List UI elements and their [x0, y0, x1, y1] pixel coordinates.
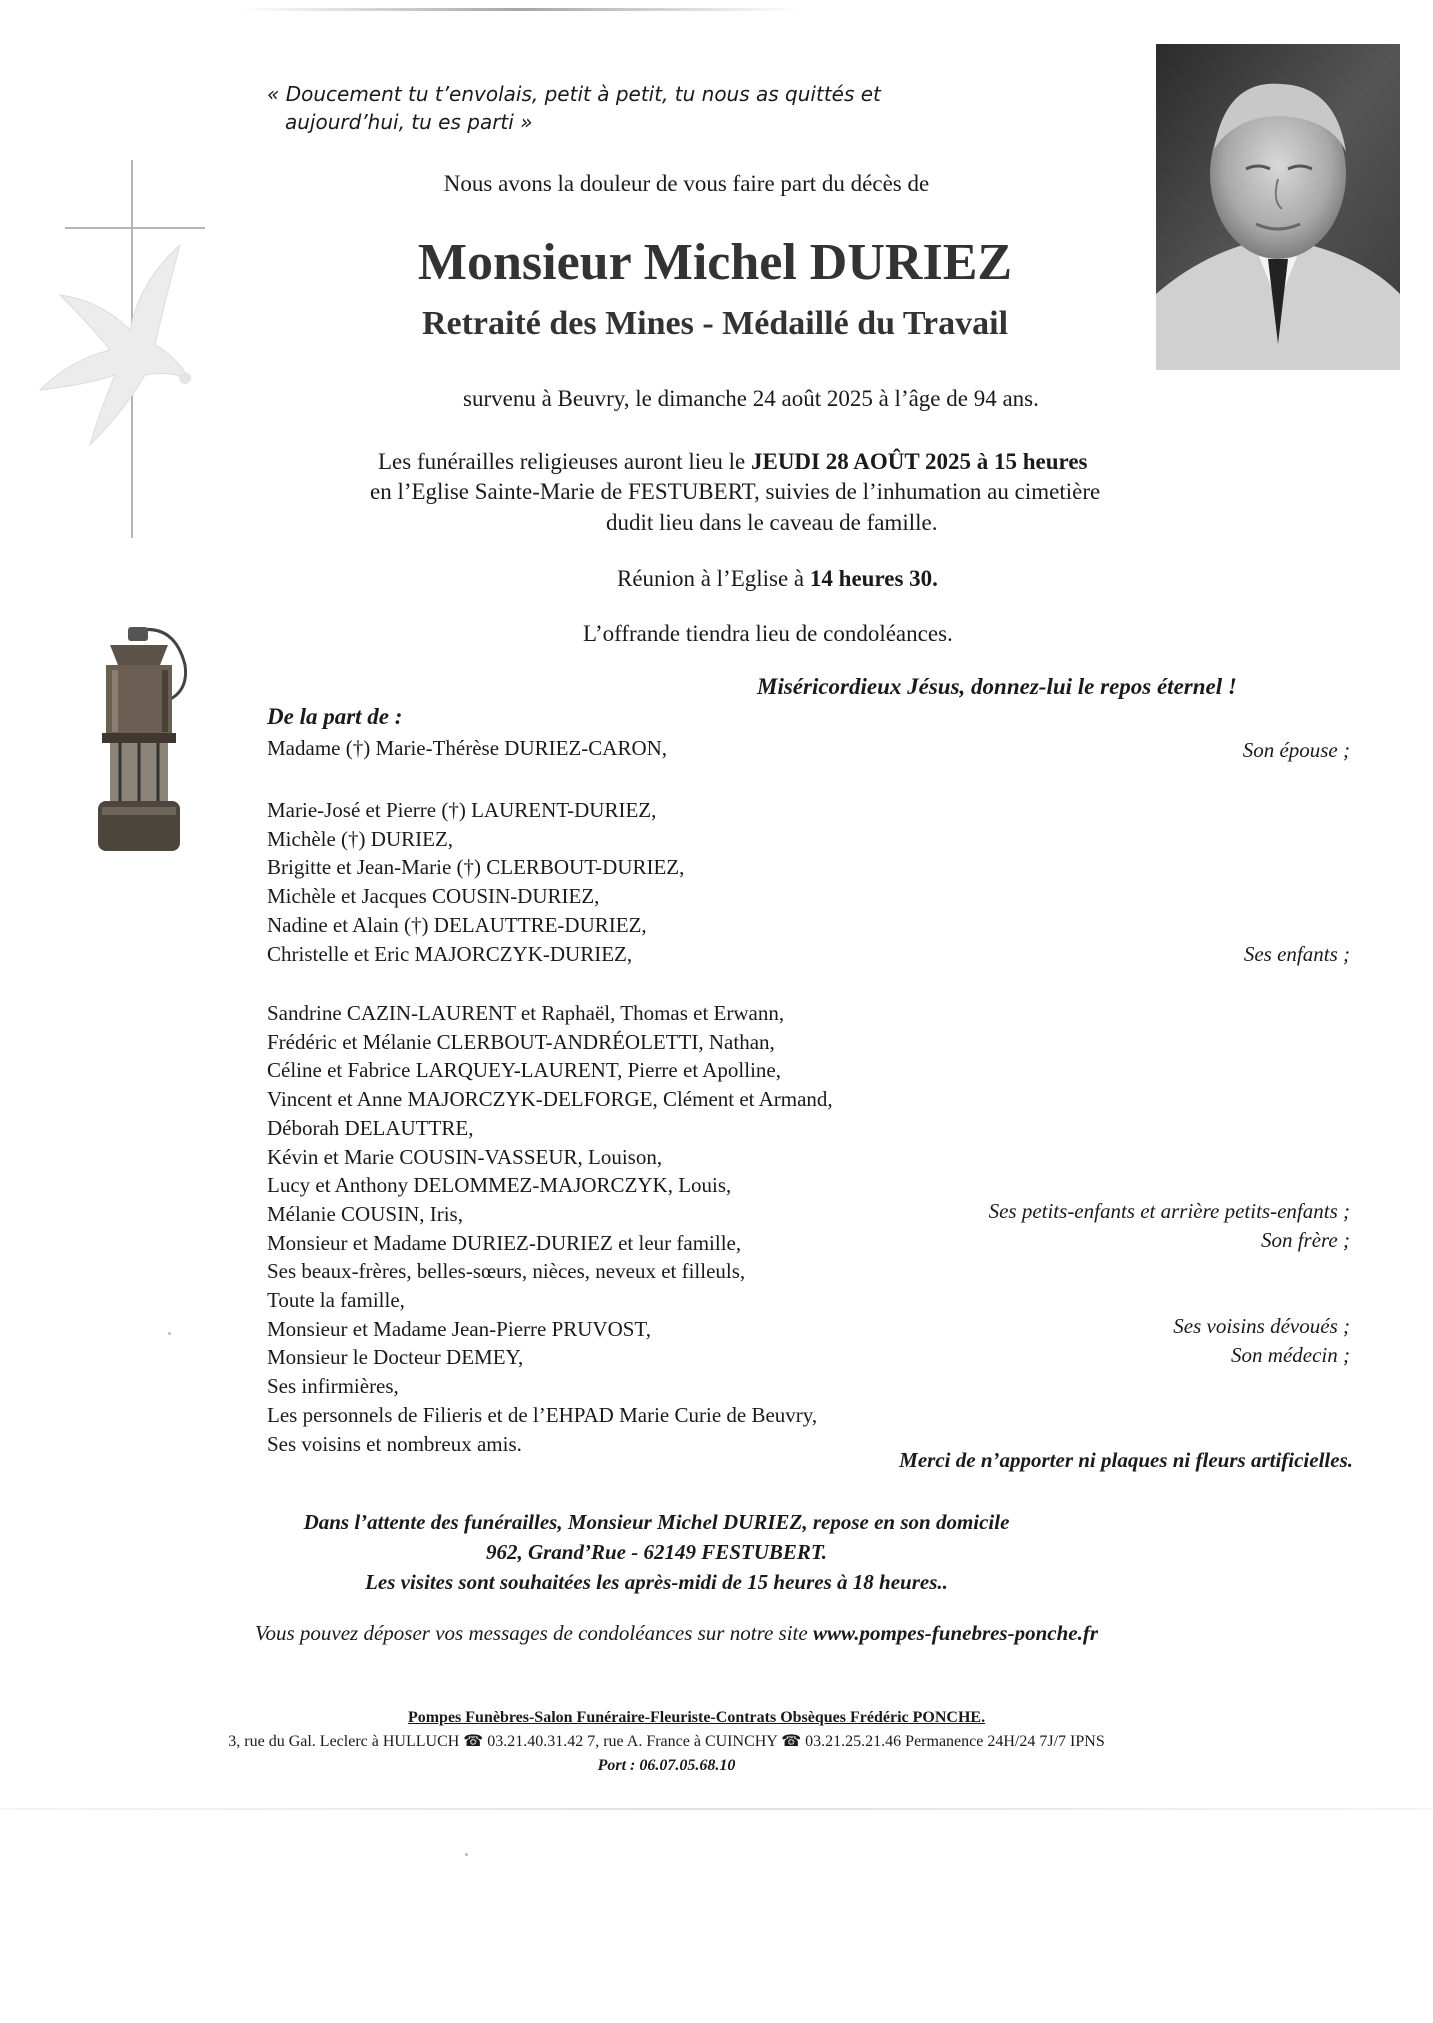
children-relation: Ses enfants ; — [1243, 942, 1350, 966]
funeral-line-1-text: Les funérailles religieuses auront lieu le — [378, 449, 751, 474]
list-item: Mélanie COUSIN, Iris, — [267, 1201, 463, 1226]
neighbors-relation: Ses voisins dévoués ; — [1173, 1314, 1350, 1338]
list-item: Ses voisins et nombreux amis. — [267, 1431, 522, 1456]
footer — [0, 1706, 1433, 1778]
scan-edge-bottom — [0, 1808, 1433, 1810]
list-item: Déborah DELAUTTRE, — [267, 1115, 474, 1140]
portrait-photo — [1156, 44, 1400, 370]
visit-info — [0, 1507, 1433, 1597]
funeral-line-1 — [378, 449, 1088, 475]
offrande-text: L’offrande tiendra lieu de condoléances. — [583, 621, 953, 646]
doctor-relation: Son médecin ; — [1231, 1343, 1350, 1367]
list-item: Frédéric et Mélanie CLERBOUT-ANDRÉOLETTI, Nathan, — [267, 1029, 775, 1054]
spouse-relation: Son épouse ; — [1242, 738, 1350, 762]
merci-note: Merci de n’apporter ni plaques ni fleurs artificielles. — [899, 1448, 1353, 1472]
list-item: Lucy et Anthony DELOMMEZ-MAJORCZYK, Louis, — [267, 1173, 732, 1198]
list-item: Monsieur et Madame Jean-Pierre PRUVOST, — [267, 1316, 651, 1341]
deceased-title: Retraité des Mines - Médaillé du Travail — [421, 305, 1009, 342]
list-item: Céline et Fabrice LARQUEY-LAURENT, Pierre et Apolline, — [267, 1058, 781, 1083]
list-item: Michèle (†) DURIEZ, — [267, 826, 454, 851]
funeral-date: JEUDI 28 AOÛT 2025 à 15 heures — [750, 449, 1088, 474]
list-item: Marie-José et Pierre (†) LAURENT-DURIEZ, — [267, 798, 657, 822]
prayer-text: Miséricordieux Jésus, donnez-lui le repos éternel ! — [757, 674, 1237, 699]
list-item: Les personnels de Filieris et de l’EHPAD Marie Curie de Beuvry, — [267, 1402, 818, 1427]
intro-text — [0, 171, 1433, 197]
reunion-info — [617, 566, 938, 592]
messages-text: Vous pouvez déposer vos messages de condoléances sur notre site — [254, 1621, 813, 1645]
messages-line — [255, 1621, 1098, 1645]
list-item: Michèle et Jacques COUSIN-DURIEZ, — [267, 884, 600, 909]
footer-phone: Port : 06.07.05.68.10 — [597, 1757, 736, 1774]
list-item: Christelle et Eric MAJORCZYK-DURIEZ, — [267, 941, 633, 966]
scan-speck — [168, 1332, 171, 1335]
death-info: survenu à Beuvry, le dimanche 24 août 2025 à l’âge de 94 ans. — [463, 386, 1039, 411]
visit-line-3: Les visites sont souhaitées les après-midi de 15 heures à 18 heures.. — [365, 1570, 948, 1594]
website-link[interactable]: www.pompes-funebres-ponche.fr — [812, 1621, 1099, 1645]
dove-icon — [30, 240, 220, 450]
messages-info — [0, 1621, 1433, 1646]
funeral-line-2: en l’Eglise Sainte-Marie de FESTUBERT, suivies de l’inhumation au cimetière — [370, 479, 1101, 504]
deceased-name: Monsieur Michel DURIEZ — [417, 234, 1013, 291]
scan-speck — [465, 1853, 468, 1856]
miner-lamp-icon — [80, 625, 200, 865]
visit-line-2: 962, Grand’Rue - 62149 FESTUBERT. — [485, 1540, 828, 1564]
list-item: Vincent et Anne MAJORCZYK-DELFORGE, Clément et Armand, — [267, 1087, 833, 1112]
list-item: Monsieur le Docteur DEMEY, — [267, 1345, 524, 1370]
footer-company: Pompes Funèbres-Salon Funéraire-Fleuriste-Contrats Obsèques Frédéric PONCHE. — [407, 1709, 986, 1726]
children-list — [267, 796, 684, 968]
family-list — [267, 999, 833, 1458]
spouse-line: Madame (†) Marie-Thérèse DURIEZ-CARON, — [267, 736, 668, 760]
scan-edge-top — [240, 8, 800, 11]
list-item: Sandrine CAZIN-LAURENT et Raphaël, Thomas et Erwann, — [267, 1001, 785, 1025]
visit-line-1: Dans l’attente des funérailles, Monsieur Michel DURIEZ, repose en son domicile — [303, 1510, 1010, 1534]
reunion-time: 14 heures 30. — [809, 566, 938, 591]
list-item: Ses beaux-frères, belles-sœurs, nièces, neveux et filleuls, — [267, 1259, 746, 1284]
de-la-part-heading: De la part de : — [267, 704, 403, 729]
list-item: Monsieur et Madame DURIEZ-DURIEZ et leur famille, — [267, 1230, 742, 1255]
quote-line-2: aujourd’hui, tu es parti » — [285, 110, 533, 134]
quote — [267, 80, 907, 136]
reunion-text: Réunion à l’Eglise à — [617, 566, 810, 591]
funeral-line-3: dudit lieu dans le caveau de famille. — [606, 510, 938, 535]
grandchildren-relation: Ses petits-enfants et arrière petits-enfants ; — [988, 1199, 1350, 1223]
footer-addresses: 3, rue du Gal. Leclerc à HULLUCH ☎ 03.21.40.31.42 7, rue A. France à CUINCHY ☎ 03.21.25.21.46 Permanence 24H/24 7J/7 IPNS — [228, 1733, 1105, 1750]
list-item: Kévin et Marie COUSIN-VASSEUR, Louison, — [267, 1144, 663, 1169]
list-item: Nadine et Alain (†) DELAUTTRE-DURIEZ, — [267, 912, 647, 937]
list-item: Brigitte et Jean-Marie (†) CLERBOUT-DURIEZ, — [267, 855, 685, 880]
intro-label: Nous avons la douleur de vous faire part du décès de — [443, 171, 930, 196]
brother-relation: Son frère ; — [1260, 1228, 1350, 1252]
list-item: Ses infirmières, — [267, 1374, 399, 1399]
quote-line-1: « Doucement tu t’envolais, petit à petit, tu nous as quittés et — [267, 82, 881, 106]
list-item: Toute la famille, — [267, 1288, 405, 1313]
